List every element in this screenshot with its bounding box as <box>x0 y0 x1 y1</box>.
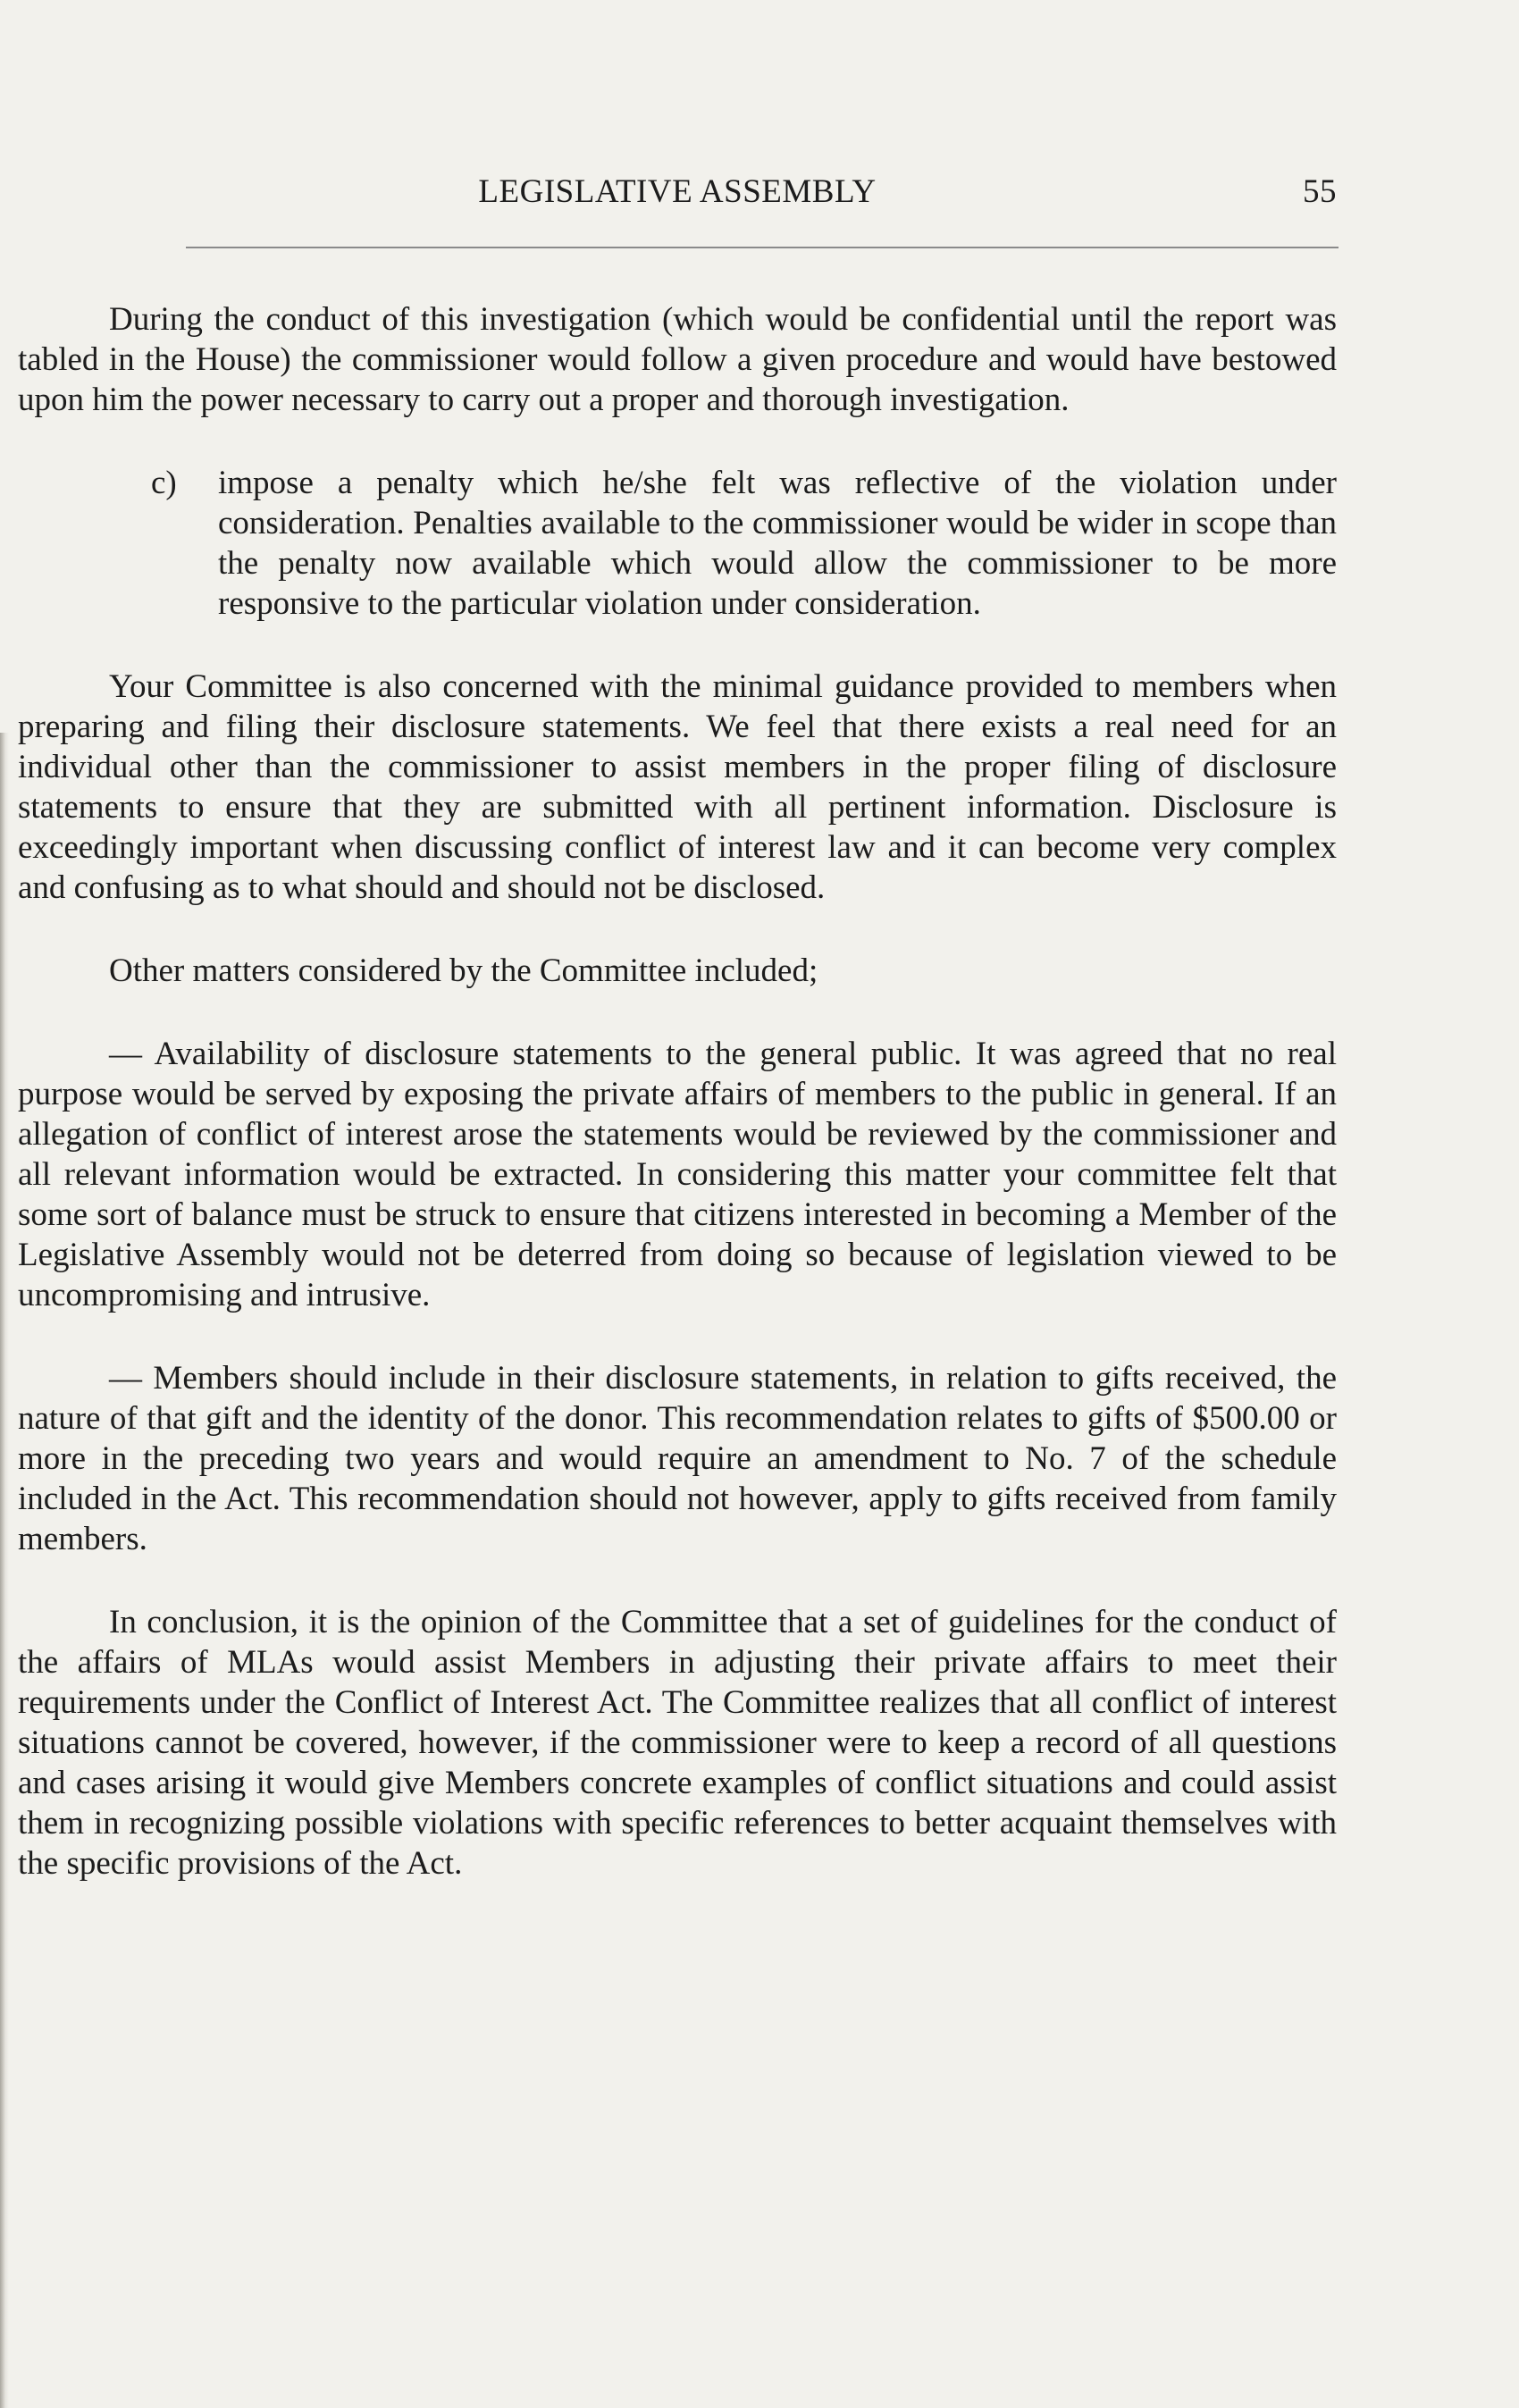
paragraph-availability: — Availability of disclosure statements to the general public. It was agreed that no real purpose would be served by exposing the private affairs of members to the public in general. If an allegation of conflict of interest arose the statements would be reviewed by the commissioner and all relevant information would be extracted. In considering this matter your committee felt that some sort of balance must be struck to ensure that citizens interested in becoming a Member of the Legislative Assembly would not be deterred from doing so because of legislation viewed to be uncompromising and intrusive. <box>18 1036 1337 1313</box>
running-head: LEGISLATIVE ASSEMBLY <box>478 173 877 210</box>
paragraph-other-matters: Other matters considered by the Committee included; <box>109 952 818 989</box>
body-text <box>18 299 1337 1884</box>
page-header <box>18 172 1337 217</box>
page-number: 55 <box>1303 173 1337 210</box>
list-item-text: impose a penalty which he/she felt was reflective of the violation under consideration. Penalties available to the commissioner would be wider in scope than the penalty now available which would allow the commissioner to be more responsive to the particular violation under consideration. <box>218 465 1337 622</box>
header-rule <box>186 247 1339 248</box>
paragraph-investigation: During the conduct of this investigation (which would be confidential until the report was tabled in the House) the commissioner would follow a given procedure and would have bestowed upon him the power necessary to carry out a proper and thorough investigation. <box>18 301 1337 418</box>
list-item-label: c) <box>151 465 177 501</box>
paragraph-gifts: — Members should include in their disclosure statements, in relation to gifts received, the nature of that gift and the identity of the donor. This recommendation relates to gifts of $500.00 or more in the preceding two years and would require an amendment to No. 7 of the schedule included in the Act. This recommendation should not however, apply to gifts received from family members. <box>18 1360 1337 1557</box>
paragraph-guidance: Your Committee is also concerned with the minimal guidance provided to members when preparing and filing their disclosure statements. We feel that there exists a real need for an individual other than the commissioner to assist members in the proper filing of disclosure statements to ensure that they are submitted with all pertinent information. Disclosure is exceedingly important when discussing conflict of interest law and it can become very complex and confusing as to what should and should not be disclosed. <box>18 668 1337 906</box>
paragraph-conclusion: In conclusion, it is the opinion of the Committee that a set of guidelines for the conduct of the affairs of MLAs would assist Members in adjusting their private affairs to meet their requirements under the Conflict of Interest Act. The Committee realizes that all conflict of interest situations cannot be covered, however, if the commissioner were to keep a record of all questions and cases arising it would give Members concrete examples of conflict situations and could assist them in recognizing possible violations with specific references to better acquaint themselves with the specific provisions of the Act. <box>18 1604 1337 1882</box>
list-item-c <box>18 463 1337 624</box>
page-edge-shadow <box>0 733 9 2408</box>
